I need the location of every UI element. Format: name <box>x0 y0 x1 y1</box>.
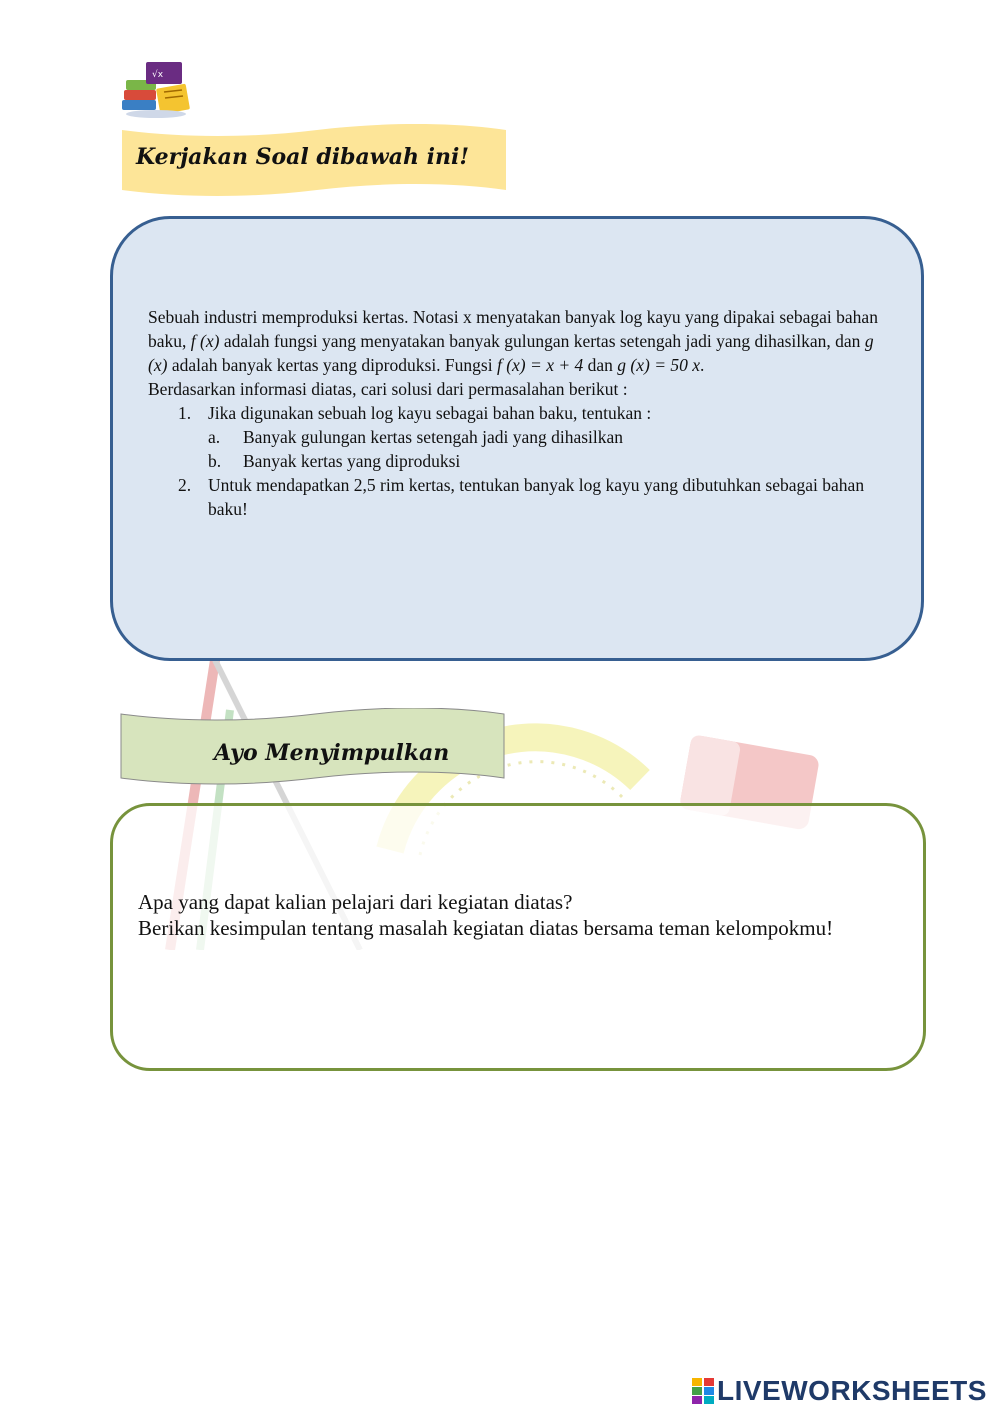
conclusion-instruction: Berikan kesimpulan tentang masalah kegiatan diatas bersama teman kelompokmu! <box>138 916 834 940</box>
question-text: Jika digunakan sebuah log kayu sebagai bahan baku, tentukan : <box>208 403 652 423</box>
intro-text: adalah fungsi yang menyatakan banyak gulungan kertas setengah jadi yang dihasilkan, dan <box>219 331 865 351</box>
task-box <box>110 216 924 661</box>
question-item <box>148 401 893 473</box>
sub-question-item <box>208 449 893 473</box>
gx-equation: g (x) = 50 x <box>617 355 701 375</box>
intro-text: dan <box>583 355 618 375</box>
fx-equation: f (x) = x + 4 <box>496 355 584 375</box>
conclusion-header-banner <box>120 708 506 786</box>
question-item <box>148 473 893 521</box>
question-text: Untuk mendapatkan 2,5 rim kertas, tentukan banyak log kayu yang dibutuhkan sebagai bahan baku! <box>208 475 865 519</box>
liveworksheets-logo-icon <box>692 1378 714 1404</box>
gx-notation: g (x) <box>148 331 874 375</box>
task-lead: Berdasarkan informasi diatas, cari solusi dari permasalahan berikut : <box>148 379 628 399</box>
sub-question-text: Banyak kertas yang diproduksi <box>243 451 461 471</box>
sub-question-list <box>208 425 893 473</box>
liveworksheets-logo <box>692 1373 987 1409</box>
fx-notation: f (x) <box>190 331 220 351</box>
sub-question-text: Banyak gulungan kertas setengah jadi yang dihasilkan <box>243 427 624 447</box>
task-content <box>148 305 893 521</box>
question-list <box>148 401 893 521</box>
conclusion-header-title: Ayo Menyimpulkan <box>214 740 450 766</box>
question-number: 2. <box>178 475 192 495</box>
intro-text: . <box>700 355 705 375</box>
intro-text: Sebuah industri memproduksi kertas. Notasi x menyatakan banyak log kayu yang dipakai sebagai bahan baku, <box>148 307 878 351</box>
task-intro <box>148 305 893 377</box>
question-number: 1. <box>178 403 192 423</box>
conclusion-box <box>110 803 926 1071</box>
task-header-title: Kerjakan Soal dibawah ini! <box>136 144 470 170</box>
conclusion-content <box>138 889 838 941</box>
sub-question-letter: b. <box>208 451 222 471</box>
task-header-banner <box>122 124 510 196</box>
svg-text:√x: √x <box>152 70 164 80</box>
sub-question-item <box>208 425 893 449</box>
books-icon <box>118 60 198 120</box>
sub-question-letter: a. <box>208 427 221 447</box>
conclusion-question: Apa yang dapat kalian pelajari dari kegiatan diatas? <box>138 890 573 914</box>
liveworksheets-logo-text: LIVEWORKSHEETS <box>717 1375 987 1406</box>
intro-text: adalah banyak kertas yang diproduksi. Fungsi <box>167 355 497 375</box>
